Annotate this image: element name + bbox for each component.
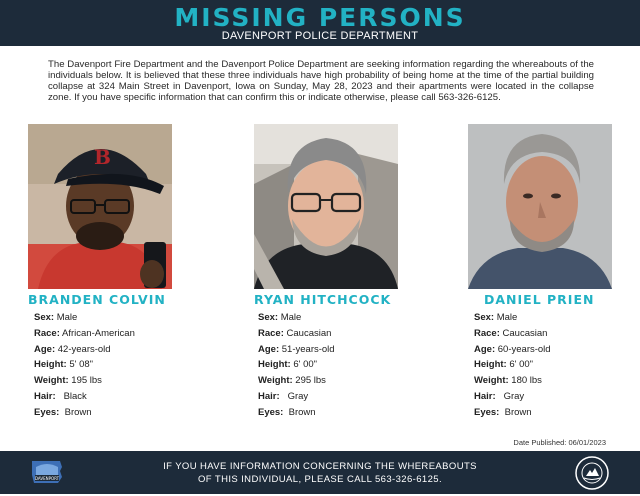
detail-row-age: [474, 342, 551, 358]
value-age: 42-years-old: [57, 343, 111, 355]
detail-row-age: [258, 342, 335, 358]
person-name-3: DANIEL PRIEN: [484, 292, 595, 307]
date-published: Date Published: 06/01/2023: [513, 438, 606, 447]
label-race: Race:: [474, 327, 500, 339]
svg-text:B: B: [94, 145, 111, 169]
label-sex: Sex:: [258, 312, 279, 323]
label-weight: Weight:: [474, 375, 509, 387]
detail-row-weight: [34, 373, 135, 389]
label-height: Height:: [474, 359, 507, 371]
label-age: Age:: [474, 343, 496, 355]
detail-row-race: [258, 326, 335, 342]
label-eyes: Eyes:: [258, 406, 284, 418]
detail-row-sex: [34, 310, 135, 326]
label-weight: Weight:: [258, 375, 293, 387]
value-hair: Gray: [503, 390, 525, 402]
person-details-3: [474, 310, 551, 421]
label-eyes: Eyes:: [34, 406, 60, 418]
person-photo-3-illustration: [468, 124, 612, 289]
detail-row-eyes: [34, 405, 135, 421]
footer-message: [0, 460, 640, 486]
detail-row-hair: [474, 389, 551, 405]
detail-row-race: [474, 326, 551, 342]
value-race: Caucasian: [502, 327, 548, 339]
person-details-2: [258, 310, 335, 421]
value-weight: 180 lbs: [511, 375, 542, 387]
footer-banner: [0, 451, 640, 494]
person-details-1: [34, 310, 135, 421]
label-hair: Hair:: [474, 390, 496, 402]
value-eyes: Brown: [504, 406, 532, 418]
value-sex: Male: [496, 312, 518, 323]
value-sex: Male: [280, 312, 302, 323]
detail-row-sex: [258, 310, 335, 326]
detail-row-height: [258, 357, 335, 373]
value-height: 5' 08": [69, 359, 94, 371]
person-photo-3: [468, 124, 612, 289]
detail-row-height: [34, 357, 135, 373]
label-sex: Sex:: [474, 312, 495, 323]
detail-row-eyes: [258, 405, 335, 421]
value-hair: Gray: [287, 390, 309, 402]
city-of-davenport-seal-icon: [574, 455, 610, 496]
detail-row-hair: [34, 389, 135, 405]
person-photo-1-illustration: [28, 124, 172, 289]
detail-row-hair: [258, 389, 335, 405]
value-age: 60-years-old: [497, 343, 551, 355]
person-name-2: RYAN HITCHCOCK: [254, 292, 392, 307]
page-subtitle: DAVENPORT POLICE DEPARTMENT: [221, 30, 419, 42]
value-weight: 295 lbs: [295, 375, 326, 387]
detail-row-eyes: [474, 405, 551, 421]
value-sex: Male: [56, 312, 78, 323]
value-eyes: Brown: [288, 406, 316, 418]
value-age: 51-years-old: [281, 343, 335, 355]
person-photo-1: [28, 124, 172, 289]
label-race: Race:: [258, 327, 284, 339]
label-hair: Hair:: [258, 390, 280, 402]
badge-text: DAVENPORT: [34, 476, 60, 481]
intro-paragraph: The Davenport Fire Department and the Davenport Police Department are seeking information regarding the whereabouts of the individuals below. It is believed that these three individuals have high probability of being home at the time of the partial building collapse at 324 Main Street in Davenport, Iowa on Sunday, May 28, 2023 and their apartments were located in the collapse zone. If you have specific information that can confirm this or indicate otherwise, please call 563-326-6125.: [48, 59, 594, 103]
label-age: Age:: [258, 343, 280, 355]
label-height: Height:: [34, 359, 67, 371]
person-name-1: BRANDEN COLVIN: [28, 292, 166, 307]
detail-row-weight: [474, 373, 551, 389]
page-title: MISSING PERSONS: [174, 3, 466, 32]
footer-line-1: IF YOU HAVE INFORMATION CONCERNING THE WHEREABOUTS: [163, 461, 477, 472]
label-race: Race:: [34, 327, 60, 339]
header-banner: [0, 0, 640, 46]
label-age: Age:: [34, 343, 56, 355]
detail-row-height: [474, 357, 551, 373]
label-weight: Weight:: [34, 375, 69, 387]
person-photo-2-illustration: [254, 124, 398, 289]
label-height: Height:: [258, 359, 291, 371]
value-eyes: Brown: [64, 406, 92, 418]
person-photo-2: [254, 124, 398, 289]
label-eyes: Eyes:: [474, 406, 500, 418]
detail-row-age: [34, 342, 135, 358]
detail-row-sex: [474, 310, 551, 326]
value-weight: 195 lbs: [71, 375, 102, 387]
value-height: 6' 00": [293, 359, 318, 371]
label-sex: Sex:: [34, 312, 55, 323]
footer-line-2: OF THIS INDIVIDUAL, PLEASE CALL 563-326-6125.: [198, 474, 442, 485]
value-hair: Black: [63, 390, 87, 402]
value-height: 6' 00": [509, 359, 534, 371]
label-hair: Hair:: [34, 390, 56, 402]
detail-row-race: [34, 326, 135, 342]
value-race: African-American: [62, 327, 135, 339]
value-race: Caucasian: [286, 327, 332, 339]
detail-row-weight: [258, 373, 335, 389]
